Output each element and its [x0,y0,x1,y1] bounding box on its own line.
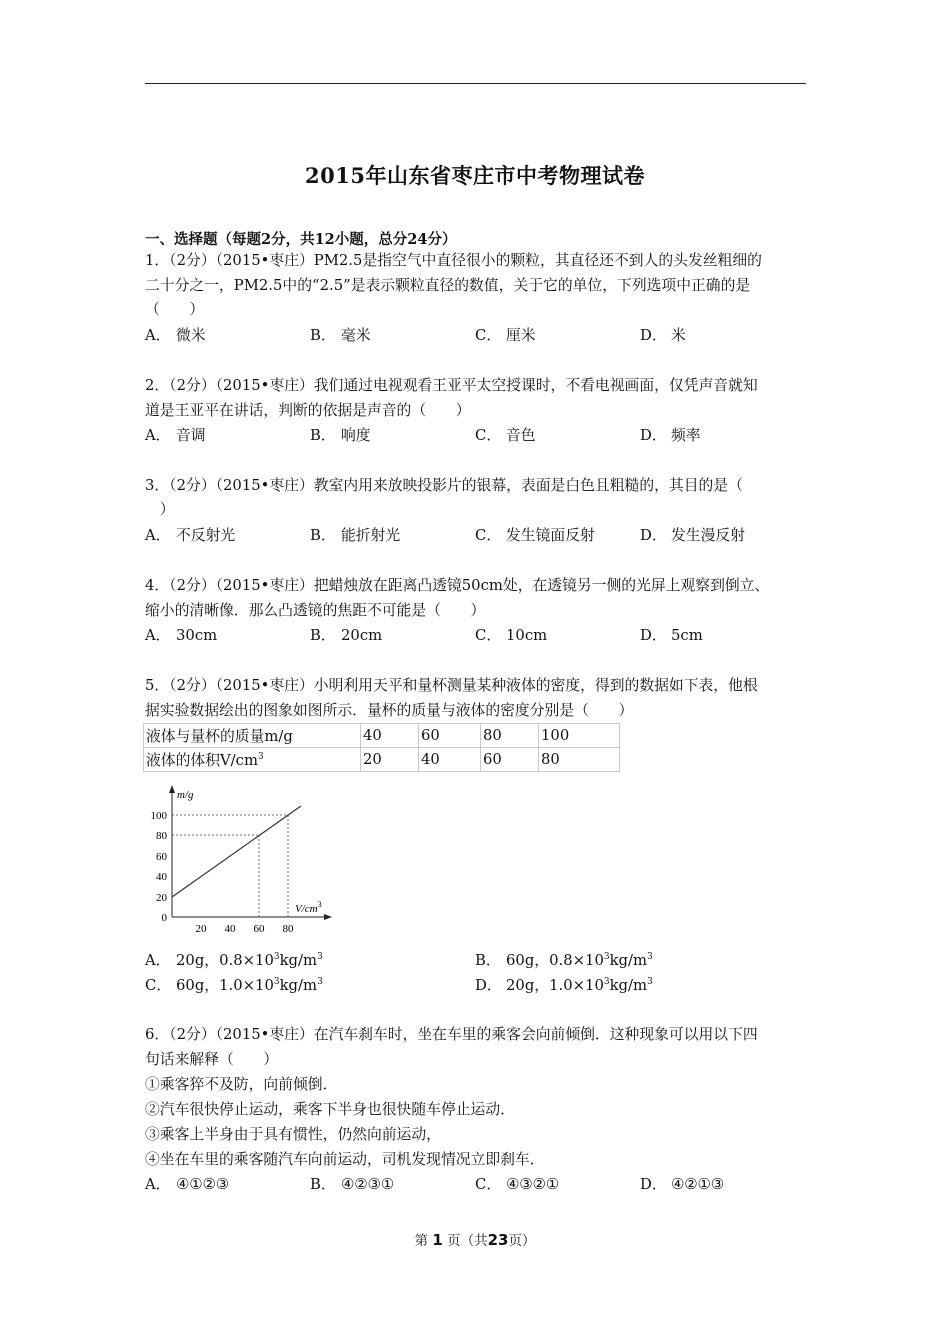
data-line [172,806,301,897]
x-tick: 60 [253,923,265,935]
q3-options [145,523,811,548]
y-tick: 20 [156,892,167,904]
q1-option-a[interactable]: A． 微米 [145,327,206,344]
y-tick: 80 [156,830,167,842]
q3-option-b[interactable]: B． 能折射光 [310,527,401,544]
table-cell: 液体的体积$V/cm^3$ [144,748,361,772]
q5-option-c[interactable]: C． 60g，$1.0\times 10^3kg/m^3$ [145,977,323,994]
q5-option-b[interactable]: B． 60g，$0.8\times 10^3kg/m^3$ [475,952,653,969]
q2-option-c[interactable]: C． 音色 [475,427,536,444]
q3-line-2: ） [145,501,175,518]
table-cell: 40 [419,748,481,772]
page-footer: 第 1 页（共23页） [414,1231,536,1249]
header-rule [145,83,806,84]
q6-statement-2: ②汽车很快停止运动，乘客下半身也很快随车停止运动． [145,1101,515,1118]
q2-line-1: 2．（2分）（2015•枣庄）我们通过电视观看王亚平太空授课时，不看电视画面，仅凭声音就知 [145,377,758,394]
table-cell: 20 [361,748,419,772]
table-row [144,724,620,748]
y-axis-label: m/g [177,789,194,801]
table-cell: 液体与量杯的质量m/g [144,724,361,748]
table-cell: 80 [481,724,539,748]
current-page-number: 1 [432,1231,443,1249]
x-tick: 40 [224,923,236,935]
q5-data-table [143,723,620,772]
q6-option-d[interactable]: D． ④②①③ [640,1176,725,1193]
q4-option-b[interactable]: B． 20cm [310,627,383,644]
q4-line-1: 4．（2分）（2015•枣庄）把蜡烛放在距离凸透镜50cm处，在透镜另一侧的光屏上观察到倒立、 [145,577,770,594]
x-axis-arrow [324,914,332,920]
q1-option-b[interactable]: B． 毫米 [310,327,371,344]
y-tick: 0 [161,912,167,924]
exam-title: 2015年山东省枣庄市中考物理试卷 [305,163,645,188]
q4-option-c[interactable]: C． 10cm [475,627,548,644]
q3-option-d[interactable]: D． 发生漫反射 [640,527,745,544]
q4-option-d[interactable]: D． 5cm [640,627,703,644]
y-axis-arrow [169,785,175,793]
q2-option-a[interactable]: A． 音调 [145,427,206,444]
q4-option-a[interactable]: A． 30cm [145,627,218,644]
y-tick: 40 [156,871,167,883]
q3-option-c[interactable]: C． 发生镜面反射 [475,527,595,544]
section-heading: 一、选择题（每题2分，共12小题，总分24分） [145,231,457,248]
table-row [144,748,620,772]
x-tick: 80 [282,923,294,935]
x-axis-label: $V/cm^3$ [295,900,322,915]
q4-line-2: 缩小的清晰像．那么凸透镜的焦距不可能是（ ） [145,602,486,619]
q2-option-d[interactable]: D． 频率 [640,427,701,444]
q2-option-b[interactable]: B． 响度 [310,427,371,444]
q5-option-a[interactable]: A． 20g，$0.8\times 10^3kg/m^3$ [145,952,323,969]
q6-option-c[interactable]: C． ④③②① [475,1176,560,1193]
q5-line-1: 5．（2分）（2015•枣庄）小明利用天平和量杯测量某种液体的密度，得到的数据如下表，他根 [145,677,758,694]
q6-line-1: 6．（2分）（2015•枣庄）在汽车刹车时，坐在车里的乘客会向前倾倒．这种现象可以用以下四 [145,1026,758,1043]
q6-statement-1: ①乘客猝不及防，向前倾倒． [145,1076,338,1093]
q6-option-a[interactable]: A． ④①②③ [145,1176,230,1193]
q2-options [145,423,811,448]
table-cell: 60 [419,724,481,748]
q6-option-b[interactable]: B． ④②③① [310,1176,395,1193]
table-cell: 80 [539,748,620,772]
q1-option-d[interactable]: D． 米 [640,327,686,344]
x-tick: 20 [195,923,207,935]
q6-statement-4: ④坐在车里的乘客随汽车向前运动，司机发现情况立即刹车． [145,1151,545,1168]
q5-option-d[interactable]: D． 20g，$1.0\times 10^3kg/m^3$ [475,977,653,994]
y-tick: 60 [156,851,167,863]
q1-line-2: 二十分之一，PM2.5中的“2.5”是表示颗粒直径的数值，关于它的单位，下列选项中正确的是 [145,277,751,294]
q1-line-3: （ ） [145,301,205,318]
q4-options [145,623,811,648]
mass-volume-graph [145,782,340,938]
q5-options-row-2 [145,973,811,998]
q2-line-2: 道是王亚平在讲话，判断的依据是声音的（ ） [145,402,471,419]
q6-options [145,1172,811,1197]
table-cell: 40 [361,724,419,748]
table-cell: 60 [481,748,539,772]
q3-line-1: 3．（2分）（2015•枣庄）教室内用来放映投影片的银幕，表面是白色且粗糙的，其目的是（ [145,477,743,494]
q1-options [145,323,811,348]
q3-option-a[interactable]: A． 不反射光 [145,527,236,544]
total-page-count: 23 [487,1231,509,1249]
q6-line-2: 句话来解释（ ） [145,1051,279,1068]
table-cell: 100 [539,724,620,748]
q1-line-1: 1．（2分）（2015•枣庄）PM2.5是指空气中直径很小的颗粒，其直径还不到人的头发丝粗细的 [145,252,762,269]
q5-line-2: 据实验数据绘出的图象如图所示．量杯的质量与液体的密度分别是（ ） [145,702,634,719]
q5-options-row-1 [145,948,811,973]
q6-statement-3: ③乘客上半身由于具有惯性，仍然向前运动， [145,1126,441,1143]
q1-option-c[interactable]: C． 厘米 [475,327,536,344]
y-tick: 100 [150,810,167,822]
